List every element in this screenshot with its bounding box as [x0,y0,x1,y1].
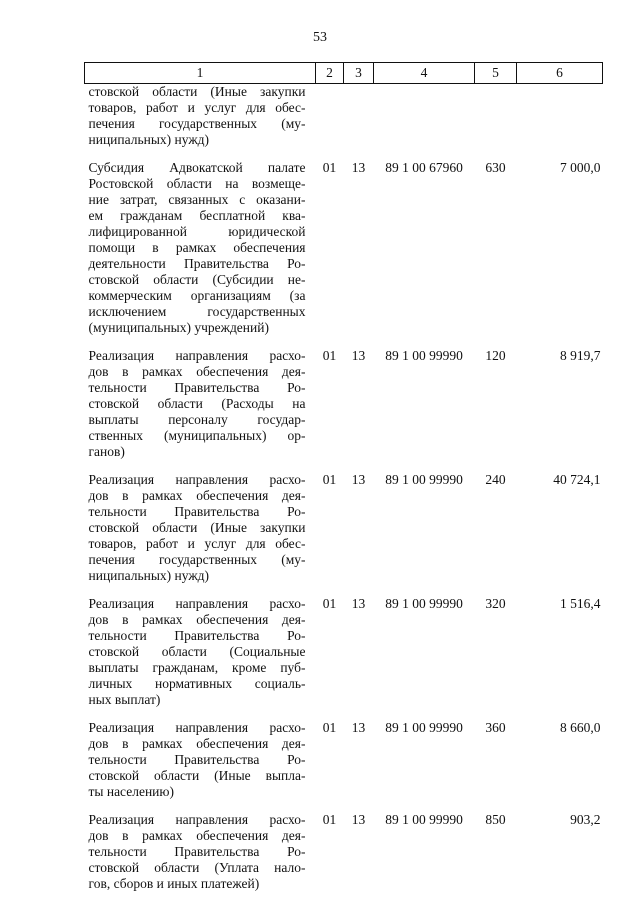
expense-name-line: Реализация направления расхо- [88,596,306,611]
amount-cell: 8 660,0 [560,720,601,735]
expense-name-line: помощи в рамках обеспечения [88,240,306,255]
expense-name-line: ем гражданам бесплатной ква- [88,208,306,223]
expense-name-line: стовской области (Субсидии не- [88,272,306,287]
expense-name-line: гов, сборов и иных платежей) [88,876,260,891]
subsection-code-cell [344,84,374,157]
expense-name-line: деятельности Правительства Ро- [88,256,306,271]
expense-name-line: Реализация направления расхо- [88,812,306,827]
expense-type-cell: 320 [485,596,506,611]
amount-cell: 1 516,4 [560,596,601,611]
expense-name-cell [85,808,316,900]
expense-name-line: товаров, работ и услуг для обес- [88,536,306,551]
subsection-code-cell: 13 [351,472,366,487]
expense-name-line: тельности Правительства Ро- [88,752,306,767]
expense-name-line: тельности Правительства Ро- [88,380,306,395]
table-row [85,468,603,592]
expense-name-cell [85,592,316,716]
target-article-cell: 89 1 00 99990 [385,596,463,611]
target-article-cell [374,84,475,157]
target-article-cell: 89 1 00 99990 [385,348,463,363]
expense-type-cell: 120 [485,348,506,363]
expense-name-line: стовской области (Расходы на [88,396,306,411]
expense-name-line: выплаты гражданам, кроме пуб- [88,660,306,675]
target-article-cell: 89 1 00 99990 [385,812,463,827]
expense-name-line: (муниципальных) учреждений) [88,320,269,335]
subsection-code-cell: 13 [351,720,366,735]
expense-name-line: Реализация направления расхо- [88,720,306,735]
subsection-code-cell: 13 [351,812,366,827]
header-col-2: 2 [316,63,344,84]
expense-type-cell: 630 [485,160,506,175]
expense-name-line: стовской области (Уплата нало- [88,860,306,875]
expense-name-cell [85,716,316,808]
section-code-cell [316,84,344,157]
section-code-cell: 01 [322,160,337,175]
expense-name-line: тельности Правительства Ро- [88,504,306,519]
expense-type-cell [475,84,517,157]
expense-name-line: Ростовской области на возмеще- [88,176,306,191]
expense-type-cell: 240 [485,472,506,487]
section-code-cell: 01 [322,812,337,827]
table-row [85,716,603,808]
expense-name-line: печения государственных (му- [88,116,306,131]
amount-cell: 7 000,0 [560,160,601,175]
expense-name-line: ных выплат) [88,692,161,707]
expense-name-line: стовской области (Иные закупки [88,84,306,99]
table-row [85,344,603,468]
table-row [85,156,603,344]
subsection-code-cell: 13 [351,596,366,611]
expense-name-cell [85,156,316,344]
expense-name-line: ниципальных) нужд) [88,132,210,147]
header-col-3: 3 [344,63,374,84]
amount-cell: 903,2 [570,812,601,827]
expense-name-line: Реализация направления расхо- [88,472,306,487]
expense-type-cell: 360 [485,720,506,735]
expense-name-line: лифицированной юридической [88,224,306,239]
header-col-5: 5 [475,63,517,84]
section-code-cell: 01 [322,472,337,487]
header-col-4: 4 [374,63,475,84]
subsection-code-cell: 13 [351,348,366,363]
table-header-row [85,63,603,84]
section-code-cell: 01 [322,596,337,611]
expense-name-line: стовской области (Иные выпла- [88,768,306,783]
expense-name-line: товаров, работ и услуг для обес- [88,100,306,115]
header-col-1: 1 [85,63,316,84]
table-row [85,84,603,157]
header-col-6: 6 [517,63,603,84]
expense-name-line: дов в рамках обеспечения дея- [88,828,306,843]
expense-name-line: ние затрат, связанных с оказани- [88,192,306,207]
table-row [85,592,603,716]
expense-type-cell: 850 [485,812,506,827]
expense-name-line: тельности Правительства Ро- [88,628,306,643]
amount-cell [517,84,603,157]
expense-name-line: личных нормативных социаль- [88,676,306,691]
expense-name-line: дов в рамках обеспечения дея- [88,612,306,627]
expense-name-line: ты населению) [88,784,174,799]
expense-name-line: коммерческим организациям (за [88,288,306,303]
expense-name-line: стовской области (Иные закупки [88,520,306,535]
amount-cell: 8 919,7 [560,348,601,363]
expense-name-line: исключением государственных [88,304,306,319]
subsection-code-cell: 13 [351,160,366,175]
expense-name-line: Субсидия Адвокатской палате [88,160,306,175]
page-number: 53 [313,30,327,45]
target-article-cell: 89 1 00 99990 [385,720,463,735]
expense-name-line: печения государственных (му- [88,552,306,567]
expense-name-line: ганов) [88,444,125,459]
expense-name-cell [85,468,316,592]
expense-name-line: Реализация направления расхо- [88,348,306,363]
section-code-cell: 01 [322,348,337,363]
expense-name-line: тельности Правительства Ро- [88,844,306,859]
expense-name-line: дов в рамках обеспечения дея- [88,364,306,379]
expense-name-line: стовской области (Социальные [88,644,306,659]
expense-name-line: ственных (муниципальных) ор- [88,428,306,443]
budget-table [84,62,603,900]
target-article-cell: 89 1 00 67960 [385,160,463,175]
expense-name-cell [85,84,316,157]
section-code-cell: 01 [322,720,337,735]
expense-name-line: дов в рамках обеспечения дея- [88,488,306,503]
target-article-cell: 89 1 00 99990 [385,472,463,487]
amount-cell: 40 724,1 [553,472,601,487]
table-row [85,808,603,900]
expense-name-cell [85,344,316,468]
expense-name-line: дов в рамках обеспечения дея- [88,736,306,751]
expense-name-line: ниципальных) нужд) [88,568,210,583]
expense-name-line: выплаты персоналу государ- [88,412,306,427]
